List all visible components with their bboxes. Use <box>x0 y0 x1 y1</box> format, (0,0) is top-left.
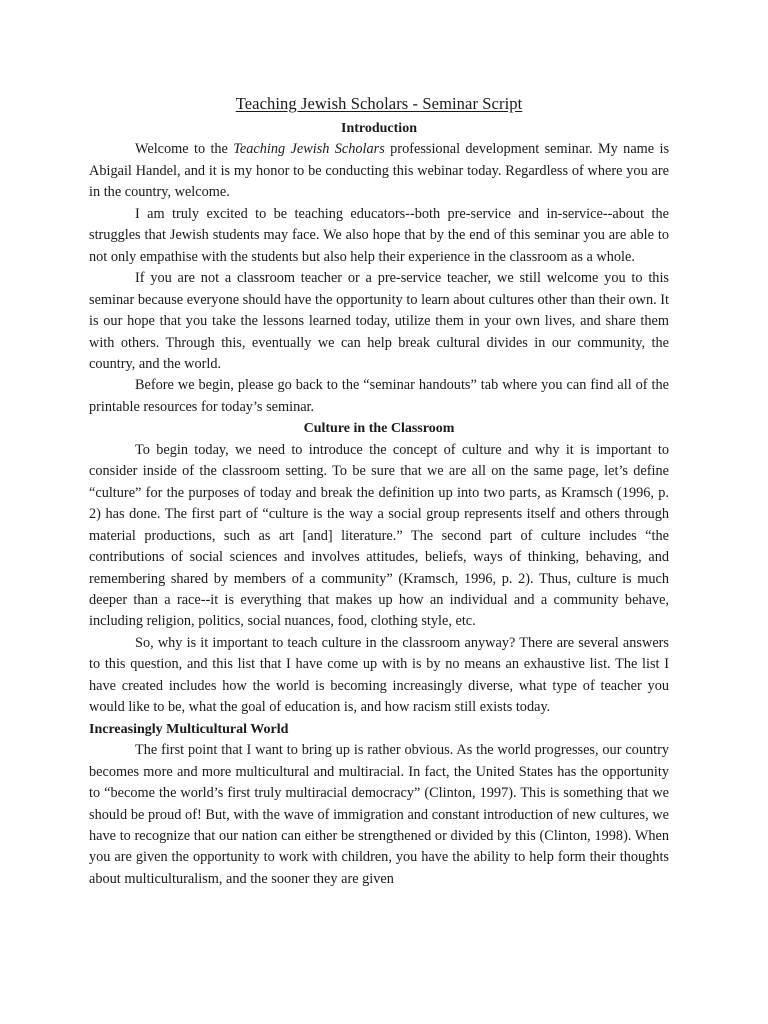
paragraph-excited: I am truly excited to be teaching educators--both pre-service and in-service--about the struggles that Jewish students may face. We also hope that by the end of this seminar you are able to not only empathise with the students but also help their experience in the classroom as a whole. <box>89 205 669 265</box>
section-heading-multicultural: Increasingly Multicultural World <box>89 721 289 737</box>
paragraph-multicultural: The first point that I want to bring up is rather obvious. As the world progresses, our country becomes more and more multicultural and multiracial. In fact, the United States has the opportunity to “become the world’s first truly multiracial democracy” (Clinton, 1997). This is something that we should be proud of! But, with the wave of immigration and constant introduction of new cultures, we have to recognize that our nation can either be strengthened or divided by this (Clinton, 1998). When you are given the opportunity to work with children, you have the ability to help form their thoughts about multiculturalism, and the sooner they are given <box>89 742 669 887</box>
paragraph-welcome-start: Welcome to the <box>135 141 234 158</box>
document-title: Teaching Jewish Scholars - Seminar Script <box>235 94 523 113</box>
paragraph-welcome-end: professional development seminar. My name is Abigail Handel, and it is my honor to be conducting this webinar today. Regardless of where you are in the country, welcome. <box>89 141 670 201</box>
paragraph-welcome <box>89 139 669 203</box>
paragraph-culture-definition: To begin today, we need to introduce the concept of culture and why it is important to consider inside of the classroom setting. To be sure that we are all on the same page, let’s define “culture” for the purposes of today and break the definition up into two parts, as Kramsch (1996, p. 2) has done. The first part of “culture is the way a social group represents itself and others through material productions, such as art [and] literature.” The second part of culture includes “the contributions of social sciences and involves attitudes, beliefs, ways of thinking, behaving, and remembering shared by members of a community” (Kramsch, 1996, p. 2). Thus, culture is much deeper than a race--it is everything that makes up how an individual and a community behave, including religion, politics, social nuances, food, clothing style, etc. <box>89 441 669 630</box>
section-heading-introduction: Introduction <box>341 121 417 136</box>
seminar-name-italic: Teaching Jewish Scholars <box>233 141 385 158</box>
section-heading-culture: Culture in the Classroom <box>303 421 455 437</box>
paragraph-handouts: Before we begin, please go back to the “seminar handouts” tab where you can find all of the printable resources for today’s seminar. <box>89 377 669 415</box>
paragraph-welcome-non-teachers: If you are not a classroom teacher or a pre-service teacher, we still welcome you to this seminar because everyone should have the opportunity to learn about cultures other than their own. It is our hope that you take the lessons learned today, utilize them in your own lives, and share them with others. Through this, eventually we can help break cultural divides in our community, the country, and the world. <box>89 270 669 372</box>
document-body <box>89 93 669 890</box>
paragraph-why-teach-culture: So, why is it important to teach culture in the classroom anyway? There are several answers to this question, and this list that I have come up with is by no means an exhaustive list. The list I have created includes how the world is becoming increasingly diverse, what type of teacher you would like to be, what the goal of education is, and how racism still exists today. <box>89 634 669 716</box>
